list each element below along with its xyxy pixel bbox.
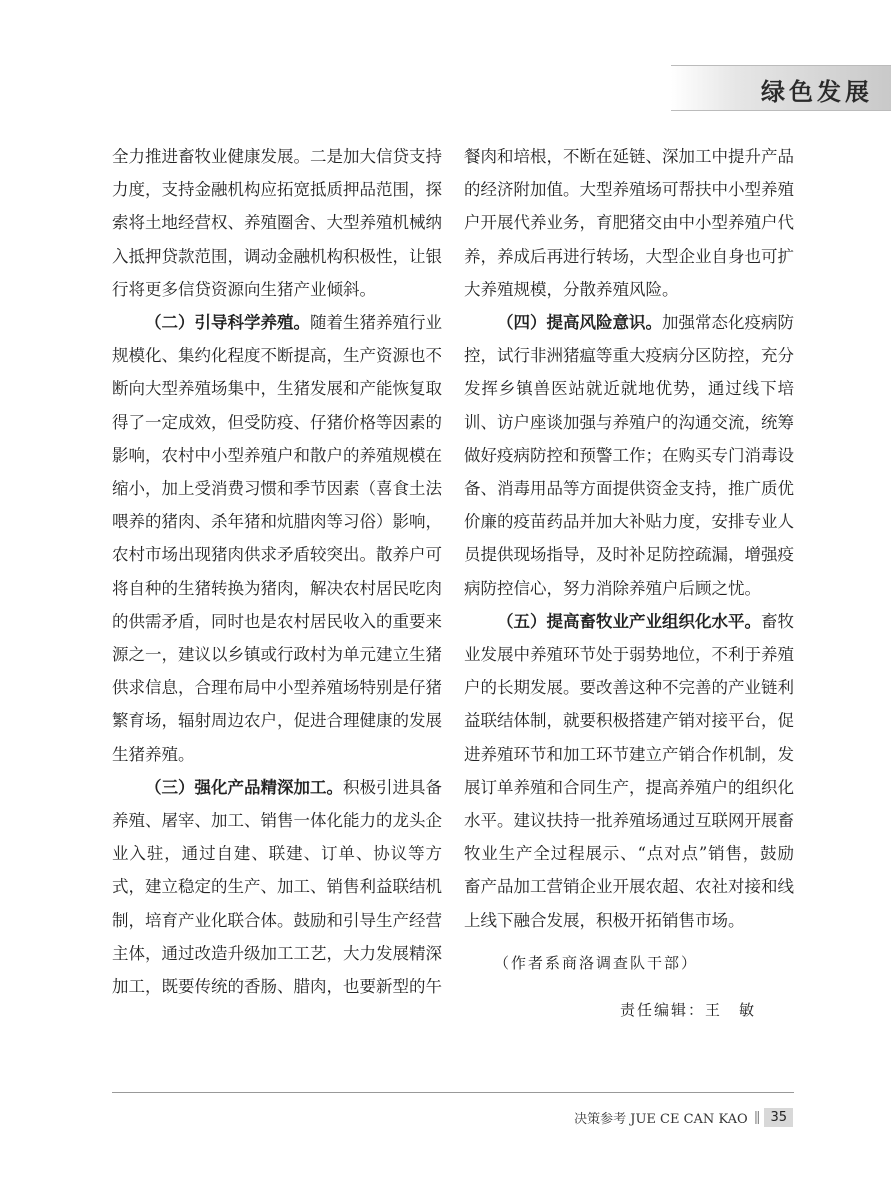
section-title: 绿色发展 (761, 78, 873, 106)
paragraph: 餐肉和培根，不断在延链、深加工中提升产品的经济附加值。大型养殖场可帮扶中小型养殖户开展代养业务，育肥猪交由中小型养殖户代养，养成后再进行转场，大型企业自身也可扩大养殖规模，分散养殖风险。 (464, 147, 794, 299)
section-heading: （五）提高畜牧业产业组织化水平。 (497, 611, 761, 631)
section-heading: （三）强化产品精深加工。 (145, 777, 343, 797)
footer-divider (112, 1092, 794, 1093)
section-body: 加强常态化疫病防控，试行非洲猪瘟等重大疫病分区防控，充分发挥乡镇兽医站就近就地优势，通过线下培训、访户座谈加强与养殖户的沟通交流，统筹做好疫病防控和预警工作；在购买专门消毒设备、消毒用品等方面提供资金支持，推广质优价廉的疫苗药品并加大补贴力度，安排专业人员提供现场指导，及时补足防控疏漏，增强疫病防控信心，努力消除养殖户后顾之忧。 (464, 313, 794, 598)
section-heading: （二）引导科学养殖。 (145, 313, 310, 333)
editor-credit: 责任编辑：王 敏 (619, 1001, 756, 1020)
section-body: 随着生猪养殖行业规模化、集约化程度不断提高，生产资源也不断向大型养殖场集中，生猪发展和产能恢复取得了一定成效，但受防疫、仔猪价格等因素的影响，农村中小型养殖户和散户的养殖规模在缩小，加上受消费习惯和季节因素（喜食土法喂养的猪肉、杀年猪和炕腊肉等习俗）影响，农村市场出现猪肉供求矛盾较突出。散养户可将自种的生猪转换为猪肉，解决农村居民吃肉的供需矛盾，同时也是农村居民收入的重要来源之一，建议以乡镇或行政村为单元建立生猪供求信息，合理布局中小型养殖场特别是仔猪繁育场，辐射周边农户，促进合理健康的发展生猪养殖。 (112, 313, 442, 764)
paragraph: 全力推进畜牧业健康发展。二是加大信贷支持力度，支持金融机构应拓宽抵质押品范围，探索将土地经营权、养殖圈舍、大型养殖机械纳入抵押贷款范围，调动金融机构积极性，让银行将更多信贷资源向生猪产业倾斜。 (112, 147, 442, 299)
section-3 (112, 771, 442, 1003)
page-footer (574, 1108, 793, 1127)
section-5 (464, 605, 794, 937)
section-body: 畜牧业发展中养殖环节处于弱势地位，不利于养殖户的长期发展。要改善这种不完善的产业链利益联结体制，就要积极搭建产销对接平台，促进养殖环节和加工环节建立产销合作机制，发展订单养殖和合同生产，提高养殖户的组织化水平。建议扶持一批养殖场通过互联网开展畜牧业生产全过程展示、“点对点”销售，鼓励畜产品加工营销企业开展农超、农社对接和线上线下融合发展，积极开拓销售市场。 (464, 611, 794, 930)
left-column (112, 140, 442, 1003)
page-number: 35 (764, 1108, 793, 1127)
section-4 (464, 306, 794, 605)
section-header (671, 65, 891, 111)
section-body: 积极引进具备养殖、屠宰、加工、销售一体化能力的龙头企业入驻，通过自建、联建、订单、协议等方式，建立稳定的生产、加工、销售利益联结机制，培育产业化联合体。鼓励和引导生产经营主体，通过改造升级加工工艺，大力发展精深加工，既要传统的香肠、腊肉，也要新型的午 (112, 777, 442, 997)
separator-bars: || (753, 1110, 759, 1125)
right-column (464, 140, 794, 1027)
section-2 (112, 306, 442, 771)
section-heading: （四）提高风险意识。 (497, 313, 662, 333)
author-note: （作者系商洛调查队干部） (494, 953, 699, 972)
journal-name: 决策参考 JUE CE CAN KAO (574, 1112, 748, 1127)
